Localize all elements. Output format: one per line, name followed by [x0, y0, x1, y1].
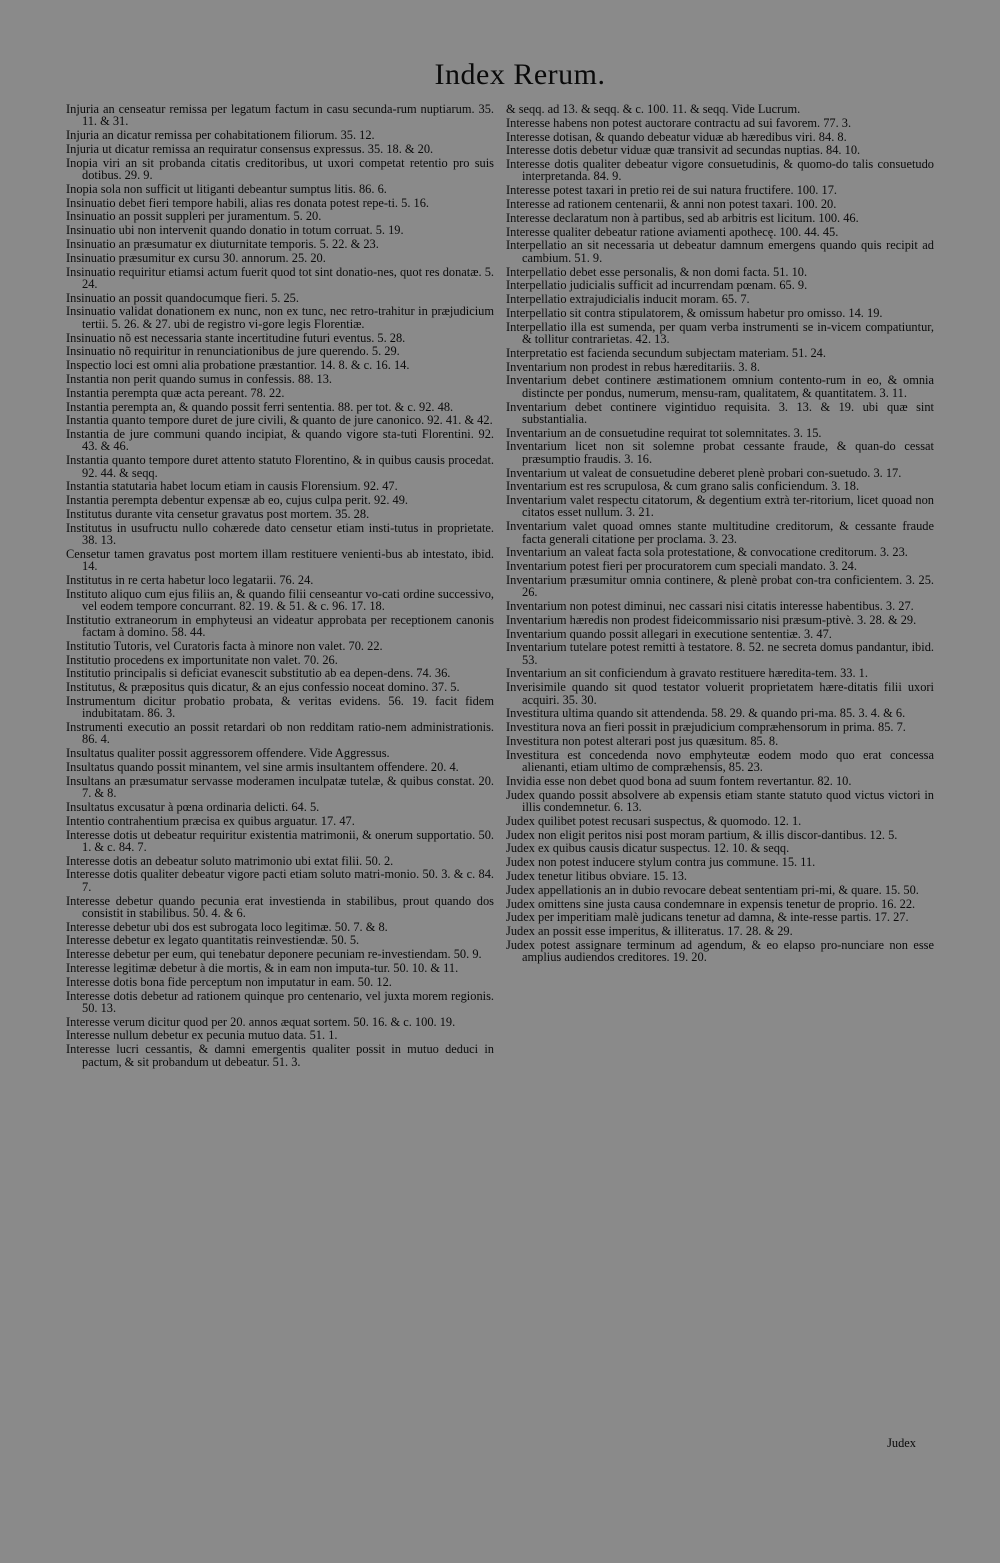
index-entry: Interesse debetur per eum, qui tenebatur deponere pecuniam re-investiendam. 50. 9.: [66, 947, 482, 962]
index-entry: Interesse dotis an debeatur soluto matrimonio ubi extat filii. 50. 2.: [66, 853, 394, 868]
index-entry: Inventarium valet respectu citatorum, & degentium extrà ter-ritorium, licet quoad non citatos esset nullum. 3. 21.: [506, 493, 934, 520]
index-entry: Injuria an censeatur remissa per legatum factum in casu secunda-rum nuptiarum. 35. 11. & 31.: [66, 102, 494, 129]
index-entry: Interesse dotisan, & quando debeatur viduæ ab hæredibus viri. 84. 8.: [506, 129, 847, 144]
index-entry: Institutus in re certa habetur loco legatarii. 76. 24.: [66, 572, 314, 587]
index-entry: Interesse qualiter debeatur ratione aviamenti apothecę. 100. 44. 45.: [506, 224, 839, 239]
index-entry: Insultans an præsumatur servasse moderamen inculpatæ tutelæ, & quibus constat. 20. 7. & 8.: [66, 773, 494, 801]
index-entry: Instantia perempta an, & quando possit ferri sententia. 88. per tot. & c. 92. 48.: [66, 399, 454, 414]
index-entry: Inventarium præsumitur omnia continere, & plenè probat con-tra conficientem. 3. 25. 26.: [506, 572, 934, 600]
index-entry: Judex omittens sine justa causa condemnare in expensis tenetur de proprio. 16. 22.: [506, 896, 916, 911]
index-entry: Inopia viri an sit probanda citatis creditoribus, ut uxori competat retentio pro suis dotibus. 29. 9.: [66, 155, 494, 182]
index-entry: Insinuatio an possit quandocumque fieri. 5. 25.: [66, 290, 299, 305]
index-entry: Interpellatio extrajudicialis inducit moram. 65. 7.: [506, 292, 750, 307]
index-entry: Inspectio loci est omni alia probatione præstantior. 14. 8. & c. 16. 14.: [66, 358, 410, 373]
index-entry: Inventarium an valeat facta sola protestatione, & convocatione creditorum. 3. 23.: [506, 545, 908, 560]
index-entry: Inventarium potest fieri per procuratorem cum speciali mandato. 3. 24.: [506, 559, 857, 574]
index-entry: Investitura nova an fieri possit in præjudicium compræhensorum in prima. 85. 7.: [506, 720, 906, 735]
index-entry: Instantia perempta debentur expensæ ab eo, cujus culpa perit. 92. 49.: [66, 493, 409, 508]
index-entry: Interesse debetur quando pecunia erat investienda in stabilibus, prout quando dos consistit in stabilibus. 50. 4. & 6.: [66, 893, 494, 920]
index-entry: Instrumenti executio an possit retardari ob non redditam ratio-nem administrationis. 86. 4.: [66, 720, 494, 747]
index-entry: Interesse habens non potest auctorare contractu ad sui favorem. 77. 3.: [506, 115, 852, 130]
index-entry: Institutio procedens ex importunitate non valet. 70. 26.: [66, 652, 338, 667]
page-title: Index Rerum.: [434, 58, 606, 91]
index-entry: Instantia de jure communi quando incipiat, & quando vigore sta-tuti Florentini. 92. 43. & 46.: [66, 427, 494, 454]
index-entry: Inventarium est res scrupulosa, & cum grano salis conficiendum. 3. 18.: [506, 479, 860, 494]
index-entry: Insinuatio præsumitur ex cursu 30. annorum. 25. 20.: [66, 250, 326, 265]
index-entry: Insinuatio an possit suppleri per juramentum. 5. 20.: [66, 209, 322, 224]
index-entry: Interpellatio illa est sumenda, per quam verba instrumenti se in-vicem compatiuntur, & tollitur contrarietas. 42. 13.: [506, 319, 934, 347]
index-entry: Insinuatio requiritur etiamsi actum fuerit quod tot sint donatio-nes, quot res donatæ. 5. 24.: [66, 264, 494, 291]
index-entry: Insinuatio debet fieri tempore habili, alias res donata potest repe-ti. 5. 16.: [66, 195, 430, 210]
index-entry: Insinuatio nõ requiritur in renunciationibus de jure querendo. 5. 29.: [66, 344, 400, 359]
index-entry: Interpellatio sit contra stipulatorem, & omissum habetur pro omisso. 14. 19.: [506, 305, 883, 320]
index-entry: Insultatus quando possit minantem, vel sine armis insultantem offendere. 20. 4.: [66, 760, 459, 775]
index-entry: Interesse declaratum non à partibus, sed ab arbitris est licitum. 100. 46.: [506, 210, 859, 225]
index-entry: Instituto aliquo cum ejus filiis an, & quando filii censeantur vo-cati ordine successivo, vel eodem tempore concurrant. 82. 19. & 51. & c. 96. 17. 18.: [66, 586, 494, 613]
index-entry: Insinuatio an præsumatur ex diuturnitate temporis. 5. 22. & 23.: [66, 236, 379, 251]
index-entry: Injuria ut dicatur remissa an requiratur consensus expressus. 35. 18. & 20.: [66, 141, 434, 156]
index-entry: Instantia statutaria habet locum etiam in causis Florensium. 92. 47.: [66, 479, 398, 494]
index-entry: Judex quando possit absolvere ab expensis etiam stante statuto quod victus victori in illis condemnetur. 6. 13.: [506, 787, 934, 814]
index-entry: Judex non eligit peritos nisi post moram partium, & illis discor-dantibus. 12. 5.: [506, 827, 898, 842]
index-entry: Institutus in usufructu nullo cohærede dato censetur etiam insti-tutus in proprietate. 38. 13.: [66, 520, 494, 547]
index-entry: Institutio extraneorum in emphyteusi an videatur approbata per receptionem canonis factam à domino. 58. 44.: [66, 612, 494, 640]
index-entry: Inventarium licet non sit solemne probat cessante fraude, & quan-do cessat præsumptio fraudis. 3. 16.: [506, 439, 934, 466]
index-entry: Inventarium an de consuetudine requirat tot solemnitates. 3. 15.: [506, 425, 822, 440]
index-entry: Interesse dotis qualiter debeatur vigore consuetudinis, & quomo-do talis consuetudo interpretanda. 84. 9.: [506, 157, 934, 184]
index-entry: Instantia quanto tempore duret attento statuto Florentino, & in quibus causis procedat. 92. 44. & seqq.: [66, 453, 494, 480]
index-entry: Interesse lucri cessantis, & damni emergentis qualiter possit in mutuo deduci in pactum, & sit probandum ut debeatur. 51. 3.: [66, 1042, 494, 1069]
index-entry: Institutio principalis si deficiat evanescit substitutio ab ea depen-dens. 74. 36.: [66, 666, 451, 681]
index-entry: Insultatus excusatur à pœna ordinaria delicti. 64. 5.: [66, 799, 320, 814]
index-entry: Injuria an dicatur remissa per cohabitationem filiorum. 35. 12.: [66, 128, 375, 143]
index-entry: Interesse dotis qualiter debeatur vigore pacti etiam soluto matri-monio. 50. 3. & c. 84. 7.: [66, 867, 494, 894]
index-entry: Insultatus qualiter possit aggressorem offendere. Vide Aggressus.: [66, 746, 390, 761]
index-entry: Insinuatio validat donationem ex nunc, non ex tunc, nec retro-trahitur in præjudicium tertii. 5. 26. & 27. ubi de registro vi-gore legis Florentiæ.: [66, 304, 494, 331]
index-entry: Inventarium ut valeat de consuetudine deberet plenè probari con-suetudo. 3. 17.: [506, 465, 902, 480]
index-entry: Interesse dotis debetur viduæ quæ transivit ad secundas nuptias. 84. 10.: [506, 143, 861, 158]
index-entry: Judex ex quibus causis dicatur suspectus. 12. 10. & seqq.: [506, 841, 790, 856]
index-entry: Judex tenetur litibus obviare. 15. 13.: [506, 868, 688, 883]
catchword: Judex: [887, 1436, 916, 1450]
index-entry: Interesse legitimæ debetur à die mortis, & in eam non imputa-tur. 50. 10. & 11.: [66, 961, 459, 975]
index-entry: Inverisimile quando sit quod testator voluerit proprietatem hære-ditatis filii uxori acquiri. 35. 30.: [506, 680, 934, 707]
index-entry: Interesse debetur ex legato quantitatis reinvestiendæ. 50. 5.: [66, 933, 360, 948]
index-entry: Investitura est concedenda novo emphyteutæ eodem modo quo erat concessa alienanti, etiam ultimo de compræhensis, 85. 23.: [506, 747, 934, 775]
index-entry: Inventarium tutelare potest remitti à testatore. 8. 52. ne secreta domus pandantur, ibid. 53.: [506, 640, 934, 667]
index-entry: Judex potest assignare terminum ad agendum, & eo elapso pro-nunciare non esse amplius audiendos creditores. 19. 20.: [506, 937, 934, 965]
index-entry: Inventarium valet quoad omnes stante multitudine creditorum, & cessante fraude facta generali citatione per proclama. 3. 23.: [506, 519, 934, 546]
index-entry: Interesse ad rationem centenarii, & anni non potest taxari. 100. 20.: [506, 197, 837, 212]
right-column: [506, 103, 934, 965]
index-entry: Intentio contrahentium præcisa ex quibus arguatur. 17. 47.: [66, 813, 355, 828]
index-entry: Instantia quanto tempore duret de jure civili, & quanto de jure canonico. 92. 41. & 42.: [66, 413, 493, 428]
index-entry: Institutus durante vita censetur gravatus post mortem. 35. 28.: [66, 506, 370, 521]
index-entry: Inopia sola non sufficit ut litiganti debeantur sumptus litis. 86. 6.: [66, 181, 387, 196]
index-entry: Interpellatio judicialis sufficit ad incurrendam pœnam. 65. 9.: [506, 278, 808, 293]
index-entry: Judex non potest inducere stylum contra jus commune. 15. 11.: [506, 855, 816, 870]
index-entry: Instantia perempta quæ acta pereant. 78. 22.: [66, 385, 285, 400]
index-entry: Interesse dotis ut debeatur requiritur existentia matrimonii, & onerum supportatio. 50. 1. & c. 84. 7.: [66, 827, 494, 854]
index-entry: Interesse debetur ubi dos est subrogata loco legitimæ. 50. 7. & 8.: [66, 919, 388, 934]
index-entry: Judex an possit esse imperitus, & illiteratus. 17. 28. & 29.: [506, 924, 793, 939]
index-entry: Inventarium debet continere æstimationem omnium contento-rum in eo, & omnia distincte per pondus, numerum, mensu-ram, qualitatem, & quantitatem. 3. 11.: [506, 373, 934, 400]
index-entry: Judex quilibet potest recusari suspectus, & quomodo. 12. 1.: [506, 813, 802, 828]
index-entry: Censetur tamen gravatus post mortem illam restituere venienti-bus ab intestato, ibid. 14.: [66, 546, 494, 574]
index-entry: Inventarium quando possit allegari in executione sententiæ. 3. 47.: [506, 626, 832, 641]
index-entry: Insinuatio ubi non intervenit quando donatio in totum corruat. 5. 19.: [66, 223, 404, 238]
index-entry: Institutus, & præpositus quis dicatur, & an ejus confessio noceat domino. 37. 5.: [66, 680, 460, 695]
index-entry: Interesse verum dicitur quod per 20. annos æquat sortem. 50. 16. & c. 100. 19.: [66, 1014, 456, 1029]
index-entry: Interpellatio debet esse personalis, & non domi facta. 51. 10.: [506, 264, 808, 279]
index-entry: Judex appellationis an in dubio revocare debeat sententiam pri-mi, & quare. 15. 50.: [506, 882, 919, 897]
index-entry: Inventarium debet continere vigintiduo requisita. 3. 13. & 19. ubi quæ sint substantialia.: [506, 399, 934, 426]
index-entry: Investitura non potest alterari post jus quæsitum. 85. 8.: [506, 733, 779, 748]
index-entry: Inventarium non potest diminui, nec cassari nisi citatis interesse habentibus. 3. 27.: [506, 598, 914, 613]
index-entry: Insinuatio nõ est necessaria stante incertitudine futuri eventus. 5. 28.: [66, 330, 406, 345]
index-entry: Interesse dotis debetur ad rationem quinque pro centenario, vel juxta morem regionis. 50. 13.: [66, 988, 494, 1015]
index-entry: & seqq. ad 13. & seqq. & c. 100. 11. & seqq. Vide Lucrum.: [506, 102, 801, 116]
index-entry: Investitura ultima quando sit attendenda. 58. 29. & quando pri-ma. 85. 3. 4. & 6.: [506, 706, 906, 721]
index-entry: Interesse potest taxari in pretio rei de sui natura fructifere. 100. 17.: [506, 183, 837, 198]
index-entry: Institutio Tutoris, vel Curatoris facta à minore non valet. 70. 22.: [66, 638, 383, 653]
index-entry: Interesse dotis bona fide perceptum non imputatur in eam. 50. 12.: [66, 974, 392, 989]
index-entry: Inventarium hæredis non prodest fideicommissario nisi præsum-ptivè. 3. 28. & 29.: [506, 612, 917, 627]
index-entry: Interpellatio an sit necessaria ut debeatur damnum emergens quando quis recipit ad cambium. 51. 9.: [506, 238, 934, 265]
index-entry: Inventarium an sit conficiendum à gravato restituere hæredita-tem. 33. 1.: [506, 666, 868, 681]
index-entry: Inventarium non prodest in rebus hæreditariis. 3. 8.: [506, 359, 760, 374]
index-entry: Interpretatio est facienda secundum subjectam materiam. 51. 24.: [506, 345, 826, 360]
left-column: [66, 103, 494, 1069]
index-entry: Interesse nullum debetur ex pecunia mutuo data. 51. 1.: [66, 1028, 338, 1043]
index-entry: Instantia non perit quando sumus in confessis. 88. 13.: [66, 371, 333, 386]
index-entry: Judex per imperitiam malè judicans tenetur ad damna, & inte-resse partis. 17. 27.: [506, 910, 909, 925]
index-entry: Invidia esse non debet quod bona ad suum fontem revertantur. 82. 10.: [506, 773, 852, 788]
index-entry: Instrumentum dicitur probatio probata, & veritas evidens. 56. 19. facit fidem indubitatam. 86. 3.: [66, 694, 494, 721]
